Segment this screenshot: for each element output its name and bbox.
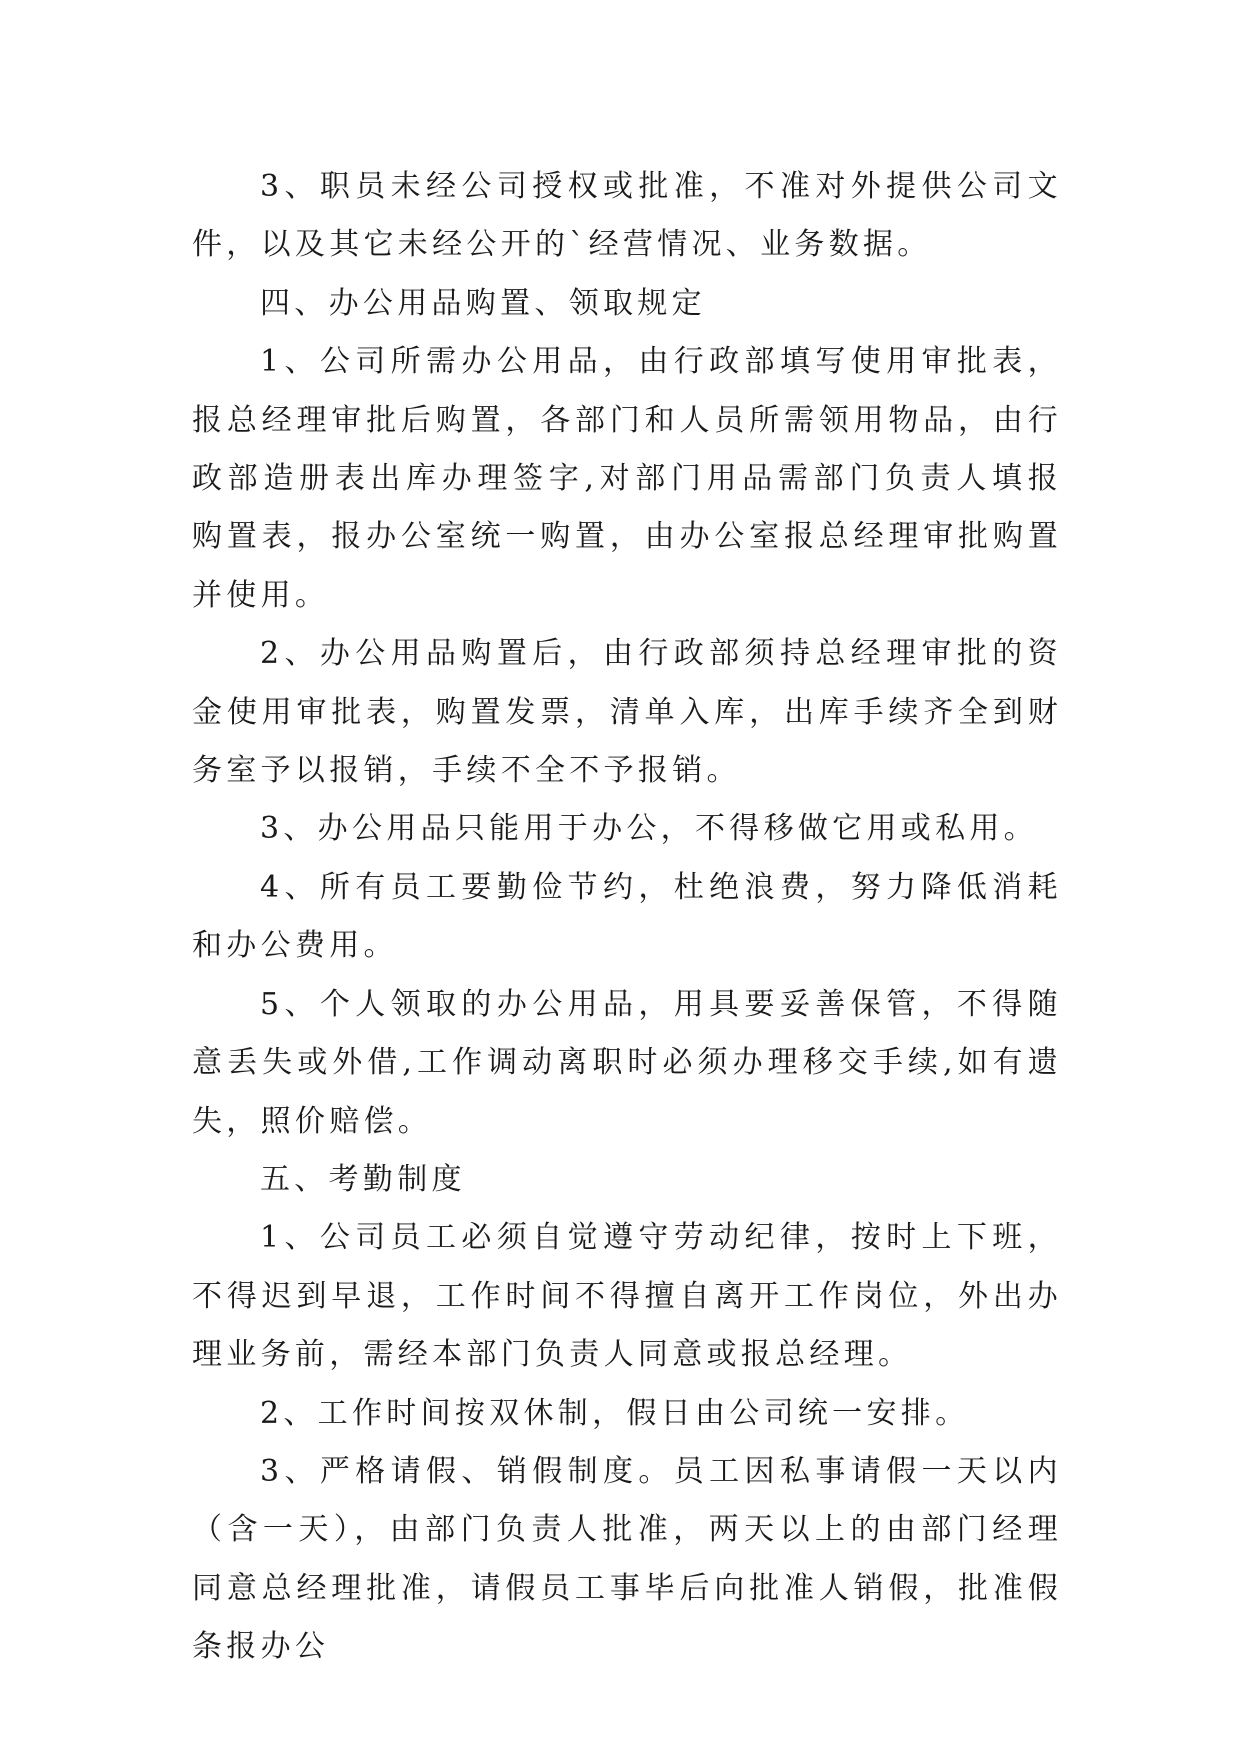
paragraph-leave-policy: 3、严格请假、销假制度。员工因私事请假一天以内（含一天），由部门负责人批准，两天以上的由部门经理同意总经理批准，请假员工事毕后向批准人销假，批准假条报办公: [192, 1453, 1062, 1665]
paragraph-supplies-reimbursement: 2、办公用品购置后，由行政部须持总经理审批的资金使用审批表，购置发票，清单入库，出库手续齐全到财务室予以报销，手续不全不予报销。: [192, 636, 1062, 789]
section-heading-attendance: 五、考勤制度: [260, 1161, 466, 1197]
paragraph-thrift: 4、所有员工要勤俭节约，杜绝浪费，努力降低消耗和办公费用。: [192, 869, 1062, 964]
paragraph-supplies-custody: 5、个人领取的办公用品，用具要妥善保管，不得随意丢失或外借,工作调动离职时必须办理移交手续,如有遗失，照价赔偿。: [192, 986, 1062, 1139]
paragraph-supplies-purchase: 1、公司所需办公用品，由行政部填写使用审批表，报总经理审批后购置，各部门和人员所需领用物品，由行政部造册表出库办理签字,对部门用品需部门负责人填报购置表，报办公室统一购置，由办公室报总经理审批购置并使用。: [192, 344, 1062, 613]
paragraph-labor-discipline: 1、公司员工必须自觉遵守劳动纪律，按时上下班，不得迟到早退，工作时间不得擅自离开工作岗位，外出办理业务前，需经本部门负责人同意或报总经理。: [192, 1220, 1062, 1373]
paragraph-supplies-office-use: 3、办公用品只能用于办公，不得移做它用或私用。: [260, 811, 1038, 847]
paragraph-work-schedule: 2、工作时间按双休制，假日由公司统一安排。: [260, 1395, 970, 1431]
paragraph-employee-confidentiality: 3、职员未经公司授权或批准，不准对外提供公司文件，以及其它未经公开的`经营情况、业务数据。: [192, 169, 1062, 263]
section-heading-office-supplies: 四、办公用品购置、领取规定: [260, 285, 706, 321]
document-body: [192, 158, 1062, 1677]
